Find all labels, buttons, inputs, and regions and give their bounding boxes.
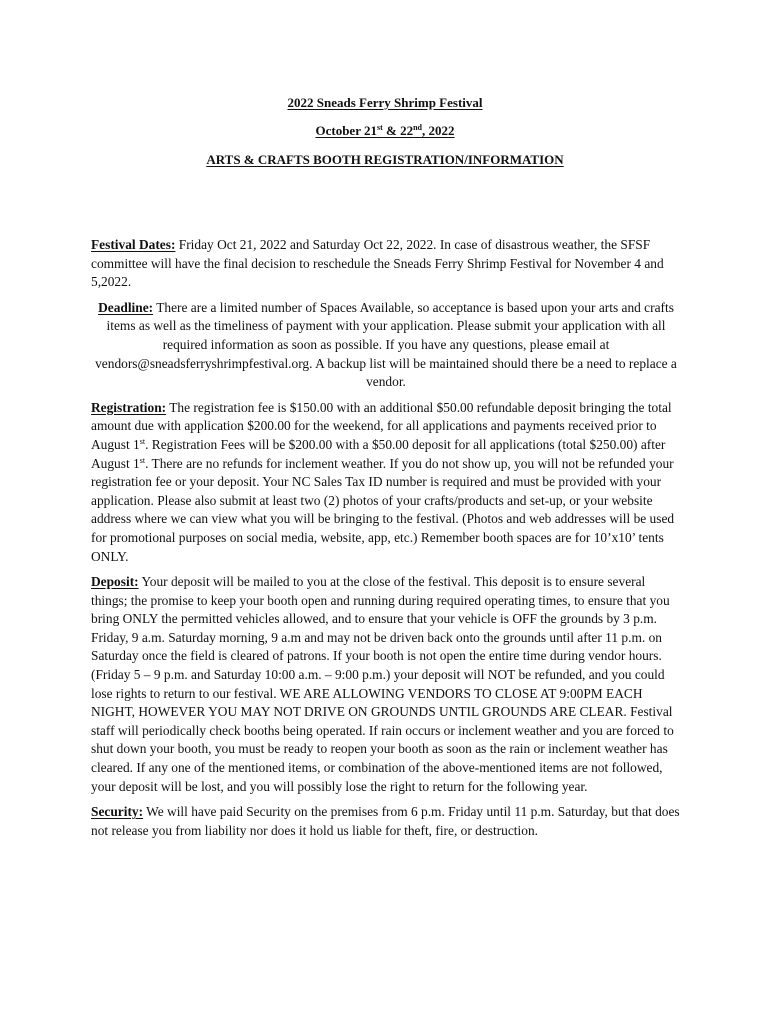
deposit-label: Deposit: [91,574,139,590]
registration-sup-2: st [139,455,146,465]
document-body [91,236,681,847]
dates-mid: & 22 [382,123,414,138]
title-text: 2022 Sneads Ferry Shrimp Festival [287,95,483,110]
security-text: We will have paid Security on the premises from 6 p.m. Friday until 11 p.m. Saturday, but that does not release you from liability nor does it hold us liable for theft, fire, or destruction. [91,804,680,838]
deadline-paragraph [91,299,681,392]
document-subtitle [0,152,770,168]
festival-dates-text: Friday Oct 21, 2022 and Saturday Oct 22, 2022. In case of disastrous weather, the SFSF committee will have the final decision to reschedule the Sneads Ferry Shrimp Festival for November 4 and 5,2022. [91,237,664,290]
dates-sup-2: nd [413,123,423,132]
deposit-text: Your deposit will be mailed to you at the close of the festival. This deposit is to ensure several things; the promise to keep your booth open and running during required operating times, to ensure that you bring ONLY the permitted vehicles allowed, and to ensure that your vehicle is OFF the grounds by 3 p.m. Friday, 9 a.m. Saturday morning, 9 a.m and may not be driven back onto the grounds until after 11 p.m. on Saturday once the field is cleared of patrons. If your booth is not open the entire time during vendor hours. (Friday 5 – 9 p.m. and Saturday 10:00 a.m. – 9:00 p.m.) your deposit will NOT be refunded, and you could lose rights to return to our festival. WE ARE ALLOWING VENDORS TO CLOSE AT 9:00PM EACH NIGHT, HOWEVER YOU MAY NOT DRIVE ON GROUNDS UNTIL GROUNDS ARE CLEAR. Festival staff will periodically check booths being operated. If rain occurs or inclement weather and you are forced to shut down your booth, you must be ready to reopen your booth as soon as the rain or inclement weather has cleared. If any one of the mentioned items, or combination of the above-mentioned items are not followed, your deposit will be lost, and you will possibly lose the right to return for the following year. [91,574,674,794]
document-title [0,95,770,111]
deadline-label: Deadline: [98,299,154,315]
registration-label: Registration: [91,399,167,415]
dates-prefix: October 21 [315,123,377,138]
dates-sup-1: st [376,123,383,132]
security-paragraph [91,803,681,840]
dates-heading-text [0,123,770,139]
deposit-paragraph [91,573,681,796]
festival-dates-label: Festival Dates: [91,237,176,252]
deadline-text: There are a limited number of Spaces Available, so acceptance is based upon your arts and crafts items as well as the timeliness of payment with your application. Please submit your application with all required information as soon as possible. If you have any questions, please email at vendors@sneadsferryshrimpfestival.org. A backup list will be maintained should there be a need to replace a vendor. [95,299,677,390]
registration-text-1: The registration fee is $150.00 with an additional $50.00 refundable deposit bringing the total amount due with application $200.00 for the weekend, for all applications and payments received prior to August 1 [91,399,672,452]
festival-dates-heading [0,123,770,139]
dates-suffix: , 2022 [422,123,455,138]
registration-sup-1: st [139,436,146,446]
security-label: Security: [91,804,144,820]
subtitle-text: ARTS & CRAFTS BOOTH REGISTRATION/INFORMATION [206,152,564,167]
registration-text-3: . There are no refunds for inclement weather. If you do not show up, you will not be refunded your registration fee or your deposit. Your NC Sales Tax ID number is required and must be provided with your application. Please also submit at least two (2) photos of your crafts/products and set-up, or your website address where we can view what you will be bringing to the festival. (Photos and web addresses will be used for promotional purposes on social media, website, app, etc.) Remember booth spaces are for 10’x10’ tents ONLY. [91,455,675,564]
registration-paragraph [91,399,681,566]
registration-text-2: . Registration Fees will be $200.00 with a $50.00 deposit for all applications (total $250.00) after August 1 [91,436,666,471]
festival-dates-paragraph [91,236,681,292]
